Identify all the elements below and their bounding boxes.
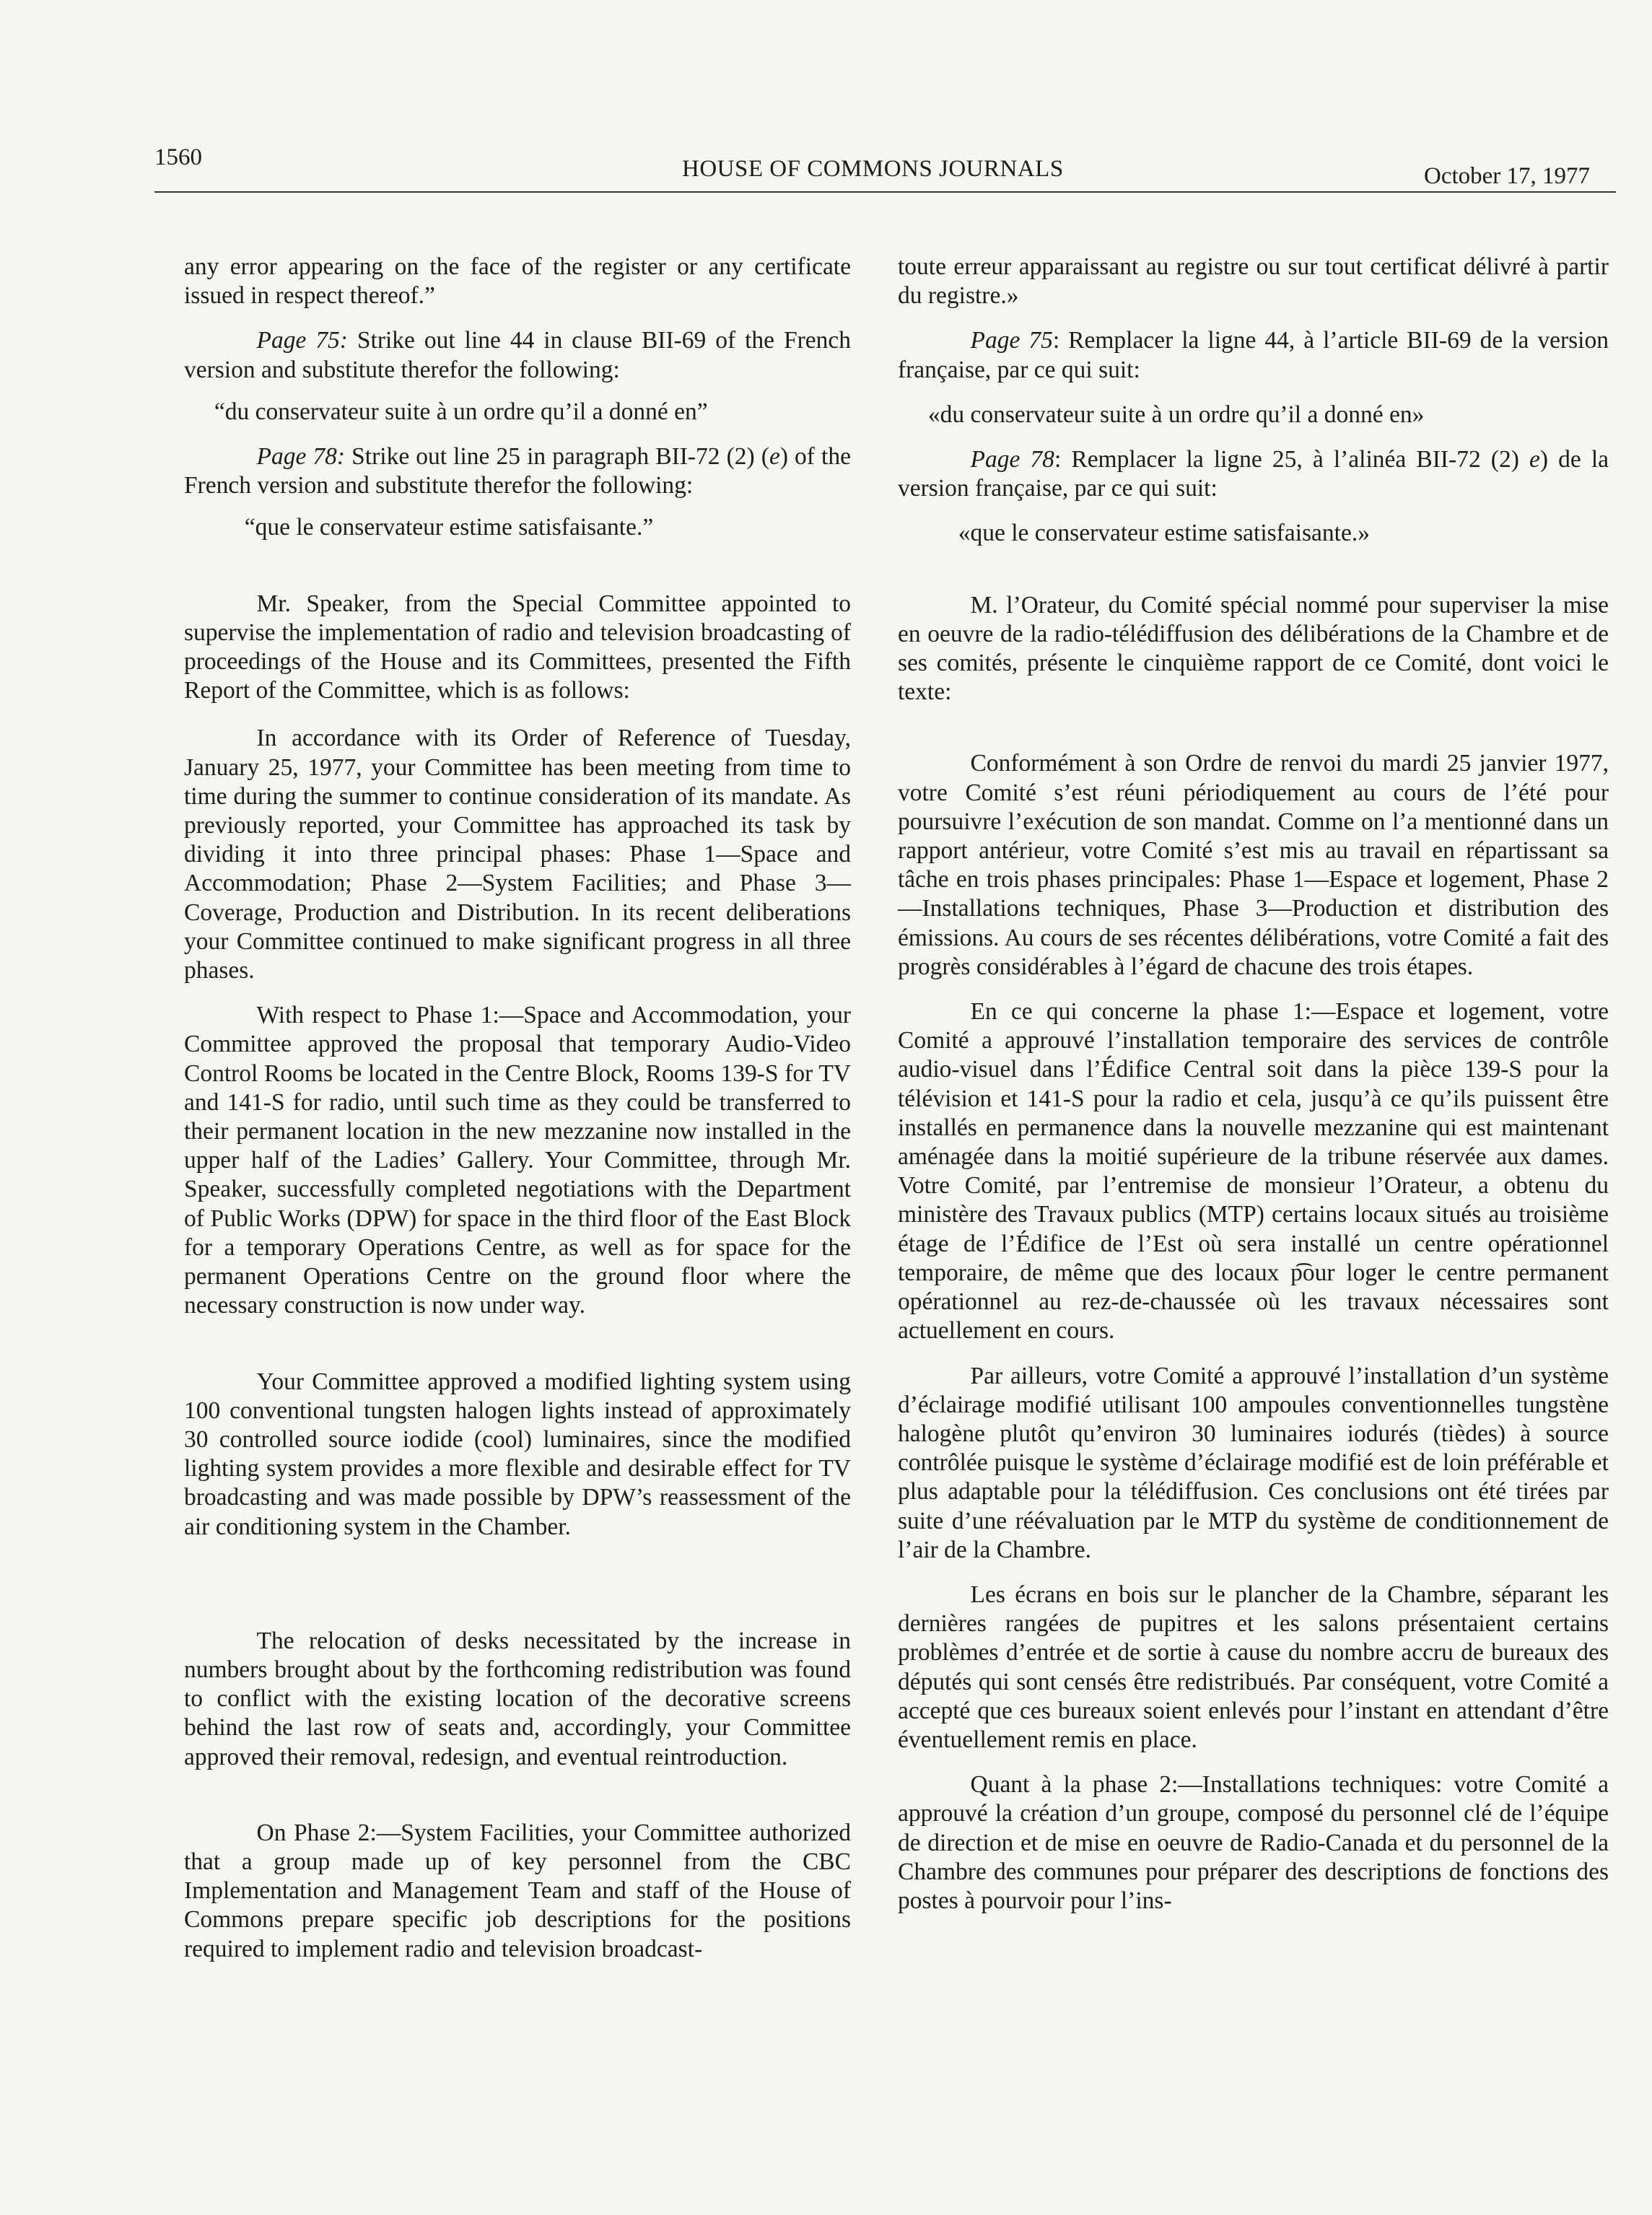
- report-paragraph: Par ailleurs, votre Comité a approuvé l’installation d’un système d’éclairage modifié utilisant 100 ampoules conventionnelles tungstène halogène plutôt qu’environ 30 luminaires iodurés (tièdes) à source contrôlée puisque le système d’éclairage modifié est de loin préférable et plus adaptable pour la télédiffusion. Ces conclusions ont été tirées par suite d’une réévaluation par le MTP du système de conditionnement de l’air de la Chambre.: [898, 1362, 1609, 1563]
- report-paragraph: Les écrans en bois sur le plancher de la Chambre, séparant les dernières rangées de pupitres et les salons présentaient certains problèmes d’entrée et de sortie à cause du nombre accru de bureaux des députés qui sont censés être redistribués. Par conséquent, votre Comité a accepté que ces bureaux soient enlevés pour l’instant en attendant d’être éventuellement remis en place.: [898, 1581, 1609, 1753]
- amendment-page-75: [184, 326, 851, 384]
- amendment-page-75: [898, 326, 1609, 384]
- amendment-page-78: [184, 442, 851, 500]
- header-rule: [154, 191, 1616, 193]
- report-paragraph: In accordance with its Order of Reference of Tuesday, January 25, 1977, your Committee has been meeting from time to time during the summer to continue consideration of its mandate. As previously reported, your Committee has approached its task by dividing it into three principal phases: Phase 1—Space and Accommodation; Phase 2—System Facilities; and Phase 3—Coverage, Production and Distribution. In its recent deliberations your Committee continued to make significant progress in all three phases.: [184, 725, 851, 984]
- report-paragraph: With respect to Phase 1:—Space and Accommodation, your Committee approved the proposal that temporary Audio-Video Control Rooms be located in the Centre Block, Rooms 139-S for TV and 141-S for radio, until such time as they could be transferred to their permanent location in the new mezzanine now installed in the upper half of the Ladies’ Gallery. Your Committee, through Mr. Speaker, successfully completed negotiations with the Department of Public Works (DPW) for space in the third floor of the East Block for a temporary Operations Centre, as well as for space for the permanent Operations Centre on the ground floor where the necessary construction is now under way.: [184, 1002, 851, 1319]
- speaker-intro-paragraph: Mr. Speaker, from the Special Committee appointed to supervise the implementation of radio and television broadcasting of proceedings of the House and its Committees, presented the Fifth Report of the Committee, which is as follows:: [184, 590, 851, 704]
- report-paragraph: On Phase 2:—System Facilities, your Committee authorized that a group made up of key personnel from the CBC Implementation and Management Team and staff of the House of Commons prepare specific job descriptions for the positions required to implement radio and television broadcast-: [184, 1819, 851, 1962]
- report-paragraph: Quant à la phase 2:—Installations techniques: votre Comité a approuvé la création d’un groupe, composé du personnel clé de l’équipe de direction et de mise en oeuvre de Radio-Canada et du personnel de la Chambre des communes pour préparer des descriptions de fonctions des postes à pourvoir pour l’ins-: [898, 1771, 1609, 1914]
- report-paragraph: En ce qui concerne la phase 1:—Espace et logement, votre Comité a approuvé l’installation temporaire des services de contrôle audio-visuel dans l’Édifice Central soit dans la pièce 139-S pour la télévision et 141-S pour la radio et cela, jusqu’à ce qu’ils puissent être installés en permanence dans la nouvelle mezzanine qui est maintenant aménagée dans la moitié supérieure de la tribune réservée aux dames. Votre Comité, par l’entremise de monsieur l’Orateur, a obtenu du ministère des Travaux publics (MTP) certains locaux situés au troisième étage de l’Édifice de l’Est où sera installé un centre opérationnel temporaire, de même que des locaux p͡our loger le centre permanent opérationnel au rez-de-chaussée où les travaux nécessaires sont actuellement en cours.: [898, 998, 1609, 1345]
- amendment-page-78: [898, 445, 1609, 503]
- amendment-text: ) de la version française, par ce qui suit:: [898, 446, 1609, 502]
- page-reference: Page 75: [970, 327, 1053, 354]
- amendment-text: : Remplacer la ligne 25, à l’alinéa BII-72 (2): [1054, 446, 1529, 473]
- speaker-intro-paragraph: M. l’Orateur, du Comité spécial nommé pour superviser la mise en oeuvre de la radio-télédiffusion des délibérations de la Chambre et de ses comités, présente le cinquième rapport de ce Comité, dont voici le texte:: [898, 591, 1609, 706]
- paragraph-continuation: any error appearing on the face of the register or any certificate issued in respect thereof.”: [184, 253, 851, 310]
- amendment-text: Strike out line 25 in paragraph BII-72 (2) (: [345, 443, 769, 471]
- page-reference: Page 78:: [256, 443, 346, 471]
- quoted-text: «que le conservateur estime satisfaisante.»: [958, 520, 1370, 547]
- report-paragraph: Your Committee approved a modified lighting system using 100 conventional tungsten halogen lights instead of approximately 30 controlled source iodide (cool) luminaires, since the modified lighting system provides a more flexible and desirable effect for TV broadcasting and was made possible by DPW’s reassessment of the air conditioning system in the Chamber.: [184, 1368, 851, 1540]
- amendment-text: Strike out line 44 in clause BII-69 of the French version and substitute therefor the following:: [184, 327, 851, 383]
- quoted-text: “que le conservateur estime satisfaisante.”: [244, 514, 654, 541]
- running-title: HOUSE OF COMMONS JOURNALS: [682, 156, 1064, 182]
- page-reference: Page 75:: [256, 327, 348, 354]
- french-column: [898, 253, 1609, 1915]
- page-date: October 17, 1977: [1424, 163, 1591, 189]
- report-paragraph: Conformément à son Ordre de renvoi du mardi 25 janvier 1977, votre Comité s’est réuni périodiquement au cours de l’été pour poursuivre l’exécution de son mandat. Comme on l’a mentionné dans un rapport antérieur, votre Comité s’est mis au travail en répartissant sa tâche en trois phases principales: Phase 1—Espace et logement, Phase 2—Installations techniques, Phase 3—Production et distribution des émissions. Au cours de ses récentes délibérations, votre Comité a fait des progrès considérables à l’égard de chacune des trois étapes.: [898, 750, 1609, 980]
- english-column: [184, 253, 851, 1964]
- amendment-text: : Remplacer la ligne 44, à l’article BII-69 de la version française, par ce qui suit:: [898, 327, 1609, 383]
- paragraph-letter: e: [1529, 446, 1540, 473]
- quoted-text: “du conservateur suite à un ordre qu’il a donné en”: [214, 398, 708, 425]
- paragraph-letter: e: [769, 443, 780, 471]
- paragraph-continuation: toute erreur apparaissant au registre ou sur tout certificat délivré à partir du registre.»: [898, 253, 1609, 310]
- report-paragraph: The relocation of desks necessitated by the increase in numbers brought about by the forthcoming redistribution was found to conflict with the existing location of the decorative screens behind the last row of seats and, accordingly, your Committee approved their removal, redesign, and eventual reintroduction.: [184, 1627, 851, 1770]
- quoted-text: «du conservateur suite à un ordre qu’il a donné en»: [927, 401, 1425, 428]
- page-reference: Page 78: [970, 446, 1054, 473]
- page-number: 1560: [154, 144, 202, 170]
- amendment-text: ) of the French version and substitute therefor the following:: [184, 443, 851, 499]
